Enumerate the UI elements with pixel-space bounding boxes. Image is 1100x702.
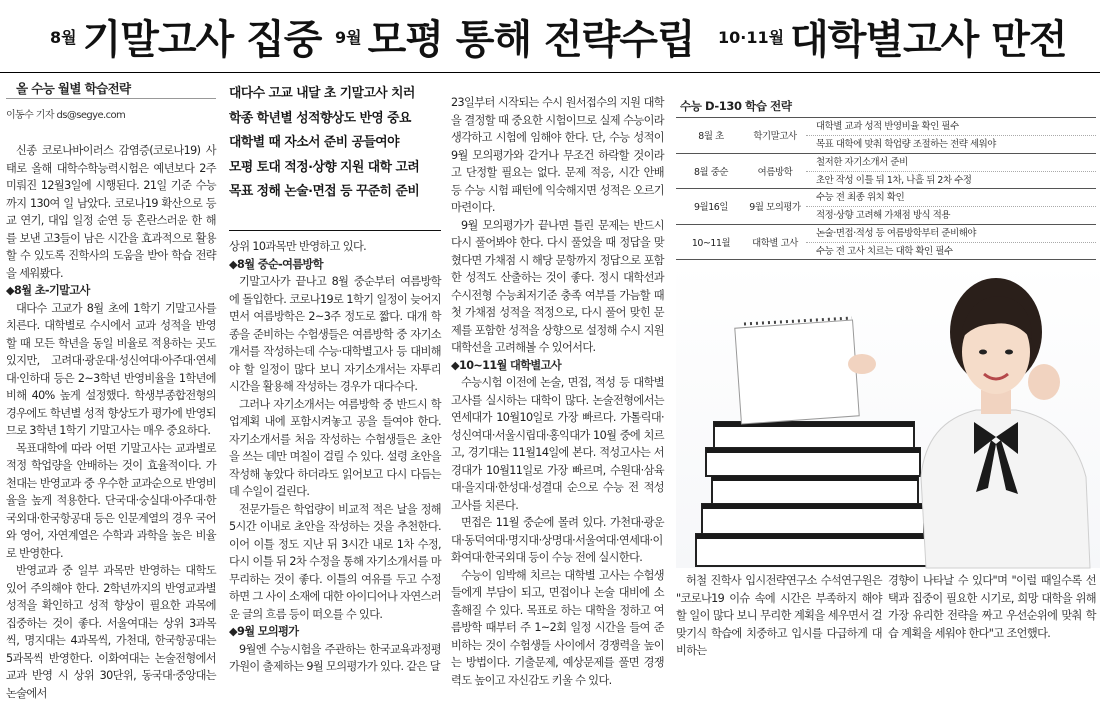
table-cell-what: 9월 모의평가 xyxy=(749,202,801,214)
deck-line: 목표 정해 논술·면접 등 꾸준히 준비 xyxy=(229,184,420,199)
notebook xyxy=(735,318,859,424)
paragraph: 9월 모의평가가 끝나면 틀린 문제는 반드시 다시 풀어봐야 한다. 다시 풀었을 때 정답을 맞혔다면 가채점 시 해당 문항까지 정답으로 포함한 성적도 산출하는 것이 좋다. 정시 대학선과 수시전형 수능최저기준 충족 여부를 가늠할 때 첫 가채점 성적을 적정으로, 다시 풀어 맞힌 문제를 포함한 성적을 상향으로 설정해 수시 지원 대학선을 고려해볼 수 있어서다. xyxy=(451,218,664,354)
table-cell-items xyxy=(806,154,1096,189)
section-heading: ◆8월 중순-여름방학 xyxy=(229,257,323,271)
deck-divider xyxy=(229,230,441,231)
article-column-2 xyxy=(229,238,441,673)
deck-line: 모평 토대 적정·상향 지원 대학 고려 xyxy=(229,159,420,175)
table-item: 철저한 자기소개서 준비 xyxy=(806,154,1096,172)
table-item: 수능 전 최종 위치 확인 xyxy=(806,189,1096,207)
deck-line: 학종 학년별 성적향상도 반영 중요 xyxy=(229,110,411,126)
paragraph: 면접은 11월 중순에 몰려 있다. 가천대·광운대·동덕여대·명지대·상명대·서울여대·연세대·이화여대·한국외대 등이 수능 전에 실시한다. xyxy=(451,516,664,564)
headline-part-1 xyxy=(50,8,321,65)
paragraph: 수능이 임박해 치르는 대학별 고사는 수험생들에게 부담이 되고, 면접이나 논술 대비에 소홀해질 수 있다. 목표로 하는 대학을 정하고 여름방학 때부터 주 1~2회 일정 시간을 들여 준비하는 것이 수험생들 사이에서 경쟁력을 높이는 방법이다. 기출문제, 예상문제를 풀면 경쟁력도 높이고 자신감도 키울 수 있다. xyxy=(451,568,664,687)
table-cell-items xyxy=(806,118,1096,153)
headline-month-2: 9월 xyxy=(335,28,362,47)
section-heading: ◆10~11월 대학별고사 xyxy=(451,358,562,372)
table-cell-when: 9월16일 xyxy=(693,202,728,214)
paragraph: 수능시험 이전에 논술, 면접, 적성 등 대학별고사를 실시하는 대학이 많다. 논술전형에서는 연세대가 10월10일로 가장 빠르다. 가톨릭대·성신여대·서울시립대·홍익대가 10월 중에 치르고, 경기대는 11월14일에 본다. 적성고사는 서경대가 10월11일로 가장 빠르며, 수원대·삼육대·을지대·한성대·성결대 순으로 수능 전 적성고사를 치른다. xyxy=(451,376,664,512)
table-cell-when: 10~11월 xyxy=(691,237,731,249)
strategy-table xyxy=(676,95,1096,260)
kicker: 올 수능 월별 학습전략 xyxy=(16,81,131,96)
article-column-1 xyxy=(6,80,216,700)
byline: 이동수 기자 ds@segye.com xyxy=(6,98,216,125)
deck-line: 대다수 고교 내달 초 기말고사 치러 xyxy=(229,86,415,101)
student-illustration xyxy=(676,262,1100,568)
paragraph: 신종 코로나바이러스 감염증(코로나19) 사태로 올해 대학수학능력시험은 예년보다 2주 미뤄진 12월3일에 시행된다. 21일 기준 수능까지 130여 일 남았다. 코로나19 확산으로 등교 연기, 대입 일정 순연 등 혼란스러운 한 해를 보낸 고3들이 남은 시간을 효과적으로 활용할 수 있도록 진학사의 도움을 받아 학습 전략을 세워봤다. xyxy=(6,144,216,280)
paragraph: 허철 진학사 입시전략연구소 수석연구원은 "코로나19 이슈 속에 시간은 부족하지 해야 할 일이 많다 보니 무리한 계획을 세우면서 걸맞기식 학습에 치중하고 입시를 다급하게 대비하는 xyxy=(676,574,882,657)
table-item: 수능 전 고사 치르는 대학 확인 필수 xyxy=(816,245,953,257)
table-row xyxy=(676,188,1096,224)
paragraph: 경향이 나타날 수 있다"며 "이럴 때일수록 선택과 집중이 필요한 시기로, 희망 대학을 위해 가장 유리한 전략을 짜고 우선순위에 맞춰 학습 계획을 세워야 한다"고 조언했다. xyxy=(888,574,1096,640)
table-item: 논술·면접·적성 등 여름방학부터 준비해야 xyxy=(806,225,1096,243)
table-item: 초안 작성 이틀 뒤 1차, 나흘 뒤 2차 수정 xyxy=(816,174,972,186)
table-cell-when: 8월 중순 xyxy=(693,166,729,178)
table-cell-items xyxy=(806,189,1096,224)
headline-month-3: 10·11월 xyxy=(718,28,785,47)
table-item: 목표 대학에 맞춰 학업량 조절하는 전략 세워야 xyxy=(816,139,996,150)
article-column-3 xyxy=(451,94,664,687)
deck-line: 대학별 때 자소서 준비 공들여야 xyxy=(229,135,400,150)
headline-text-2: 모평 통해 전략수립 xyxy=(367,17,695,63)
paragraph: 상위 10과목만 반영하고 있다. xyxy=(229,240,367,253)
table-cell-items xyxy=(806,225,1096,260)
table-cell-what: 여름방학 xyxy=(757,166,793,178)
headline-text-1: 기말고사 집중 xyxy=(82,17,322,63)
headline-part-3 xyxy=(718,8,1066,65)
section-heading: ◆9월 모의평가 xyxy=(229,625,299,638)
article-column-4 xyxy=(676,572,882,657)
deck xyxy=(229,82,444,205)
paragraph: 대다수 고교가 8월 초에 1학기 기말고사를 치른다. 대학별로 수시에서 교과 성적을 반영할 때 모든 학년을 동일 비율로 적용하는 곳도 있지만, 고려대·광운대·성신여대·아주대·연세대·인하대 등은 2~3학년 반영비율을 1학년에 비해 40% 높게 설정했다. 학생부종합전형의 경우에도 학년별 성적 향상도가 평가에 반영되므로 3학년 1학기 기말고사는 매우 중요하다. xyxy=(6,301,216,437)
headline-part-2 xyxy=(335,8,695,65)
headline-text-3: 대학별고사 만전 xyxy=(790,17,1067,63)
headline-month-1: 8월 xyxy=(50,28,77,47)
table-cell-when: 8월 초 xyxy=(698,131,724,143)
table-cell-what: 대학별 고사 xyxy=(752,237,798,249)
table-row xyxy=(676,153,1096,189)
table-item: 대학별 교과 성적 반영비율 확인 필수 xyxy=(806,118,1096,136)
paragraph: 반영교과 중 일부 과목만 반영하는 대학도 있어 주의해야 한다. 2학년까지의 반영교과별 성적을 확인하고 성적 향상이 필요한 과목에 집중하는 것이 좋다. 서울여대는 상위 3과목씩, 명지대는 4과목씩, 가천대, 한국항공대는 5과목씩 반영한다. 이화여대는 논술전형에서 교과 반영 시 상위 30단위, 동국대·중앙대는 논술에서 xyxy=(6,564,216,700)
paragraph: 23일부터 시작되는 수시 원서접수의 지원 대학을 결정할 때 중요한 시험이므로 실제 수능이라 생각하고 시험에 임해야 한다. 단, 수능 성적이 9월 모의평가와 같거나 무조건 하락할 것이라고 단정할 필요는 없다. 문제 적응, 시간 안배 등 수능 시험 패턴에 익숙해지면 성적은 오르기 마련이다. xyxy=(451,96,664,214)
headline xyxy=(0,0,1100,73)
table-row xyxy=(676,224,1096,261)
article-column-5 xyxy=(888,572,1096,648)
paragraph: 기말고사가 끝나고 8월 중순부터 여름방학에 돌입한다. 코로나19로 1학기 일정이 늦어지면서 여름방학은 2~3주 정도로 짧다. 대개 학종을 준비하는 수험생들은 여름방학 중 자기소개서를 작성하는데 수능·대학별고사 등 대비해야 할 일정이 많다 보니 자기소개서는 자투리 시간을 활용해 작성하는 경우가 대다수다. xyxy=(229,275,441,393)
table-cell-what: 학기말고사 xyxy=(753,131,797,143)
table-item: 적정·상향 고려해 가채점 방식 적용 xyxy=(816,210,951,221)
section-heading: ◆8월 초-기말고사 xyxy=(6,284,90,297)
table-row xyxy=(676,117,1096,153)
paragraph: 전문가들은 학업량이 비교적 적은 날을 정해 5시간 이내로 초안을 작성하는 것을 추천한다. 이어 이틀 정도 지난 뒤 3시간 내로 1차 수정, 다시 이틀 뒤 2차 수정을 통해 자기소개서를 마무리하는 것이 좋다. 이틀의 여유를 두고 수정하면 그 사이 소재에 대한 아이디어나 자연스러운 글의 흐름 등이 떠오를 수 있다. xyxy=(229,502,441,621)
student-photo xyxy=(676,262,1100,568)
book-stack xyxy=(696,422,932,566)
paragraph: 그러나 자기소개서는 여름방학 중 반드시 학업계획 내에 포함시켜놓고 공을 들여야 한다. 자기소개서를 처음 작성하는 수험생들은 초안을 쓰는 데만 며칠이 걸릴 수 있다. 설령 초안을 작성해 놓았다 하더라도 읽어보고 다시 다듬는 데 수일이 걸린다. xyxy=(229,397,441,498)
paragraph: 목표대학에 따라 어떤 기말고사는 교과별로 적정 학업량을 안배하는 것이 효율적이다. 가천대는 반영교과 중 우수한 교과순으로 반영비율을 높게 적용한다. 단국대·숭실대·아주대·한국외대·한국항공대 등은 인문계열의 경우 국어와 영어, 자연계열은 수학과 과학을 높은 비율로 반영한다. xyxy=(6,441,216,560)
table-title: 수능 D-130 학습 전략 xyxy=(680,99,792,113)
paragraph: 9월엔 수능시험을 주관하는 한국교육과정평가원이 출제하는 9월 모의평가가 있다. 같은 달 xyxy=(229,642,441,673)
